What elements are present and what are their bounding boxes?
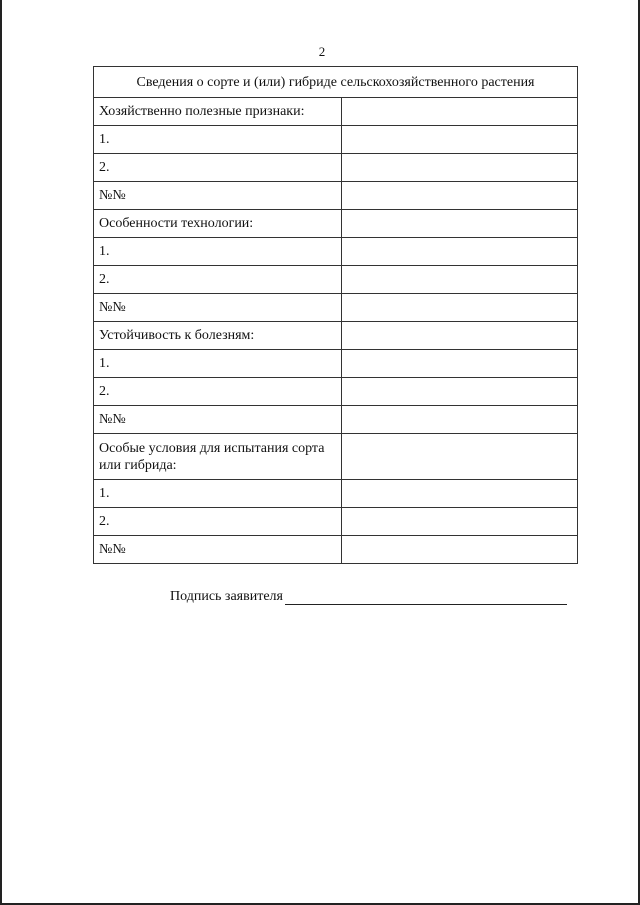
row-label: №№: [94, 294, 342, 322]
signature-block: [170, 589, 567, 605]
table-row: [94, 536, 578, 564]
row-label: 1.: [94, 126, 342, 154]
row-label: №№: [94, 182, 342, 210]
table-row: [94, 238, 578, 266]
value-cell[interactable]: [342, 266, 578, 294]
row-label: 2.: [94, 378, 342, 406]
row-label: 1.: [94, 350, 342, 378]
row-label: 2.: [94, 154, 342, 182]
value-cell[interactable]: [342, 536, 578, 564]
row-label: 2.: [94, 266, 342, 294]
value-cell[interactable]: [342, 238, 578, 266]
table-row: [94, 210, 578, 238]
table-row: [94, 182, 578, 210]
table-row: [94, 322, 578, 350]
row-label: 1.: [94, 480, 342, 508]
section-title-special-conditions: Особые условия для испытания сорта или гибрида:: [94, 434, 342, 480]
row-label: 2.: [94, 508, 342, 536]
table-row: [94, 378, 578, 406]
signature-line[interactable]: [285, 590, 567, 605]
table-row: [94, 480, 578, 508]
value-cell[interactable]: [342, 182, 578, 210]
table-header: Сведения о сорте и (или) гибриде сельскохозяйственного растения: [94, 67, 578, 98]
row-label: 1.: [94, 238, 342, 266]
value-cell[interactable]: [342, 322, 578, 350]
table-row: [94, 434, 578, 480]
table-row: [94, 126, 578, 154]
value-cell[interactable]: [342, 406, 578, 434]
table-row: [94, 98, 578, 126]
table-row: [94, 508, 578, 536]
table-row: [94, 154, 578, 182]
value-cell[interactable]: [342, 378, 578, 406]
section-title-technology: Особенности технологии:: [94, 210, 342, 238]
section-title-useful-traits: Хозяйственно полезные признаки:: [94, 98, 342, 126]
table-row: [94, 266, 578, 294]
value-cell[interactable]: [342, 98, 578, 126]
value-cell[interactable]: [342, 154, 578, 182]
value-cell[interactable]: [342, 480, 578, 508]
value-cell[interactable]: [342, 126, 578, 154]
table-header-row: [94, 67, 578, 98]
signature-label: Подпись заявителя: [170, 589, 283, 604]
value-cell[interactable]: [342, 210, 578, 238]
value-cell[interactable]: [342, 294, 578, 322]
value-cell[interactable]: [342, 508, 578, 536]
plant-variety-info-table: [93, 66, 578, 564]
page-number: 2: [318, 44, 326, 59]
row-label: №№: [94, 406, 342, 434]
table-row: [94, 350, 578, 378]
table-row: [94, 294, 578, 322]
section-title-disease-resistance: Устойчивость к болезням:: [94, 322, 342, 350]
row-label: №№: [94, 536, 342, 564]
table-row: [94, 406, 578, 434]
value-cell[interactable]: [342, 434, 578, 480]
value-cell[interactable]: [342, 350, 578, 378]
